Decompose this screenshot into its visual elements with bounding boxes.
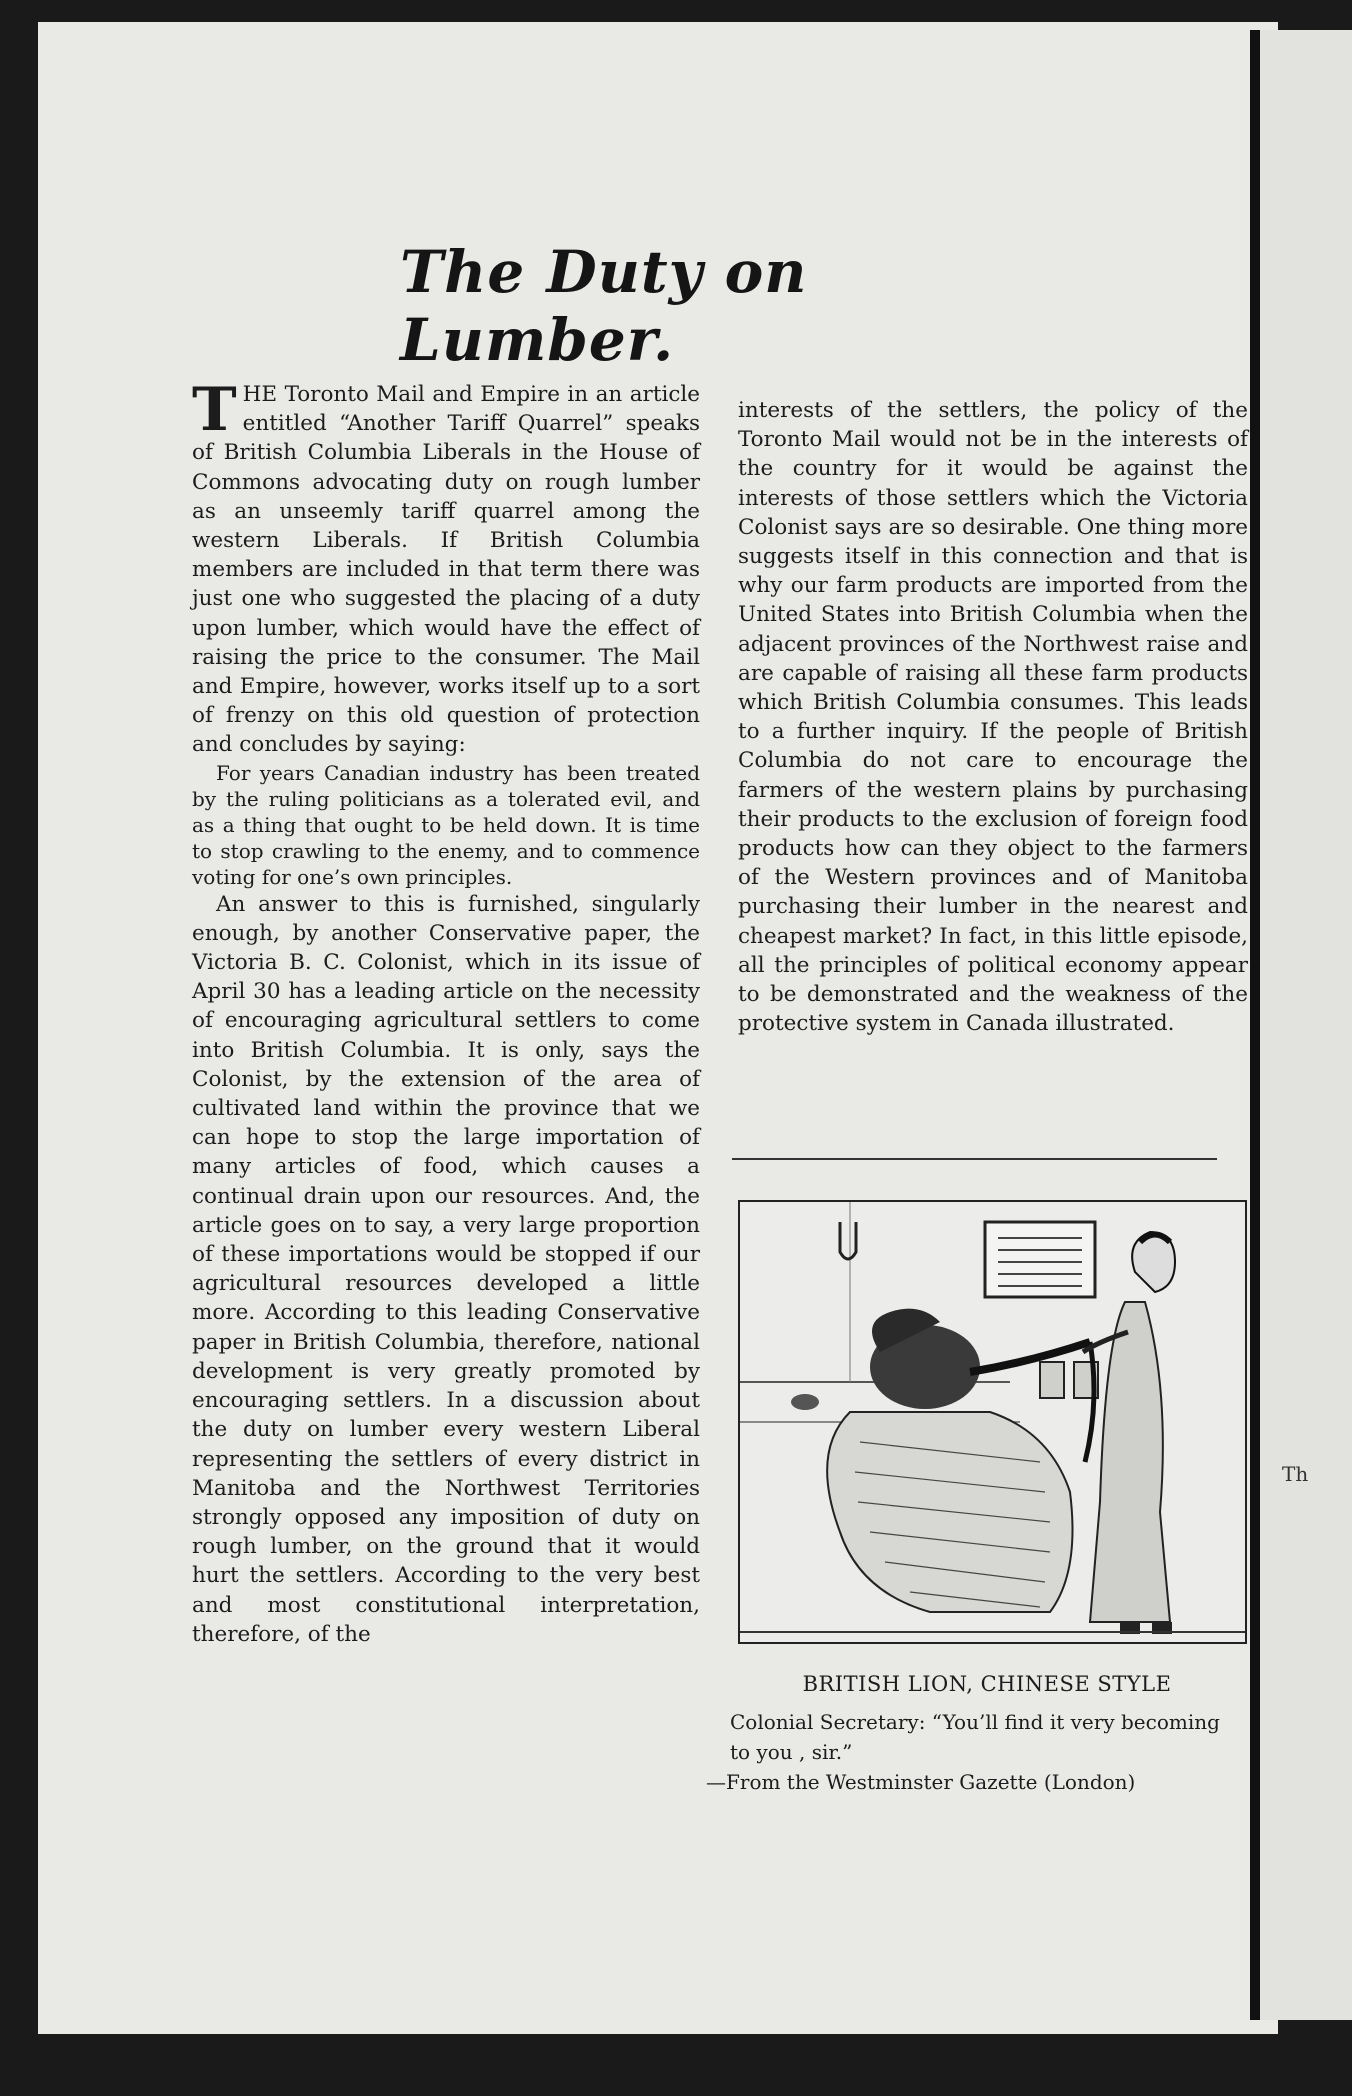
cartoon-caption-title: BRITISH LION, CHINESE STYLE xyxy=(802,1672,1172,1696)
column-right xyxy=(738,396,1248,1038)
adjacent-page-text: Th xyxy=(1282,1462,1309,1486)
cartoon-drawing xyxy=(740,1202,1245,1642)
cartoon-source: —From the Westminster Gazette (London) xyxy=(706,1770,1136,1794)
paragraph-1-text: HE Toronto Mail and Empire in an article entitled “Another Tariff Quarrel” speaks of British Columbia Liberals in the House of Commons advocating duty on rough lumber as an unseemly tariff quarrel among the western Liberals. If British Columbia members are included in that term there was just one who suggested the placing of a duty upon lumber, which would have the effect of raising the price to the consumer. The Mail and Empire, however, works itself up to a sort of frenzy on this old question of protection and concludes by saying: xyxy=(192,382,700,758)
cartoon-illustration xyxy=(738,1200,1247,1644)
divider-rule xyxy=(732,1158,1217,1160)
article-title: The Duty on Lumber. xyxy=(400,238,808,374)
column-left xyxy=(192,375,700,1649)
block-quote: For years Canadian industry has been treated by the ruling politicians as a tolerated evil, and as a thing that ought to be held down. It is time to stop crawling to the enemy, and to commence voting for one’s own principles. xyxy=(192,760,700,889)
adjacent-page xyxy=(1250,30,1352,2020)
cartoon-caption-line: Colonial Secretary: “You’ll find it very becoming to you , sir.” xyxy=(730,1710,1220,1764)
paragraph-3: interests of the settlers, the policy of the Toronto Mail would not be in the interests of the country for it would be against the interests of those settlers which the Victoria Colonist says are so desirable. One thing more suggests itself in this connection and that is why our farm products are imported from the United States into British Columbia when the adjacent provinces of the Northwest raise and are capable of raising all these farm products which British Columbia consumes. This leads to a further inquiry. If the people of British Columbia do not care to encourage the farmers of the western plains by purchasing their products to the exclusion of foreign food products how can they object to the farmers of the Western provinces and of Manitoba purchasing their lumber in the nearest and cheapest market? In fact, in this little episode, all the principles of political economy appear to be demonstrated and the weakness of the protective system in Canada illustrated. xyxy=(738,398,1248,1037)
paragraph-2: An answer to this is furnished, singularly enough, by another Conservative paper, the Victoria B. C. Colonist, which in its issue of April 30 has a leading article on the necessity of encouraging agricultural settlers to come into British Columbia. It is only, says the Colonist, by the extension of the area of cultivated land within the province that we can hope to stop the large importation of many articles of food, which causes a continual drain upon our resources. And, the article goes on to say, a very large proportion of these importations would be stopped if our agricultural resources developed a little more. According to this leading Conservative paper in British Columbia, therefore, national development is very greatly promoted by encouraging settlers. In a discussion about the duty on lumber every western Liberal representing the settlers of every district in Manitoba and the Northwest Territories strongly opposed any imposition of duty on rough lumber, on the ground that it would hurt the settlers. According to the very best and most constitutional interpretation, therefore, of the xyxy=(192,891,700,1647)
paragraph-1 xyxy=(192,375,700,760)
drop-cap: T xyxy=(192,375,237,445)
cartoon-caption xyxy=(706,1707,1226,1797)
